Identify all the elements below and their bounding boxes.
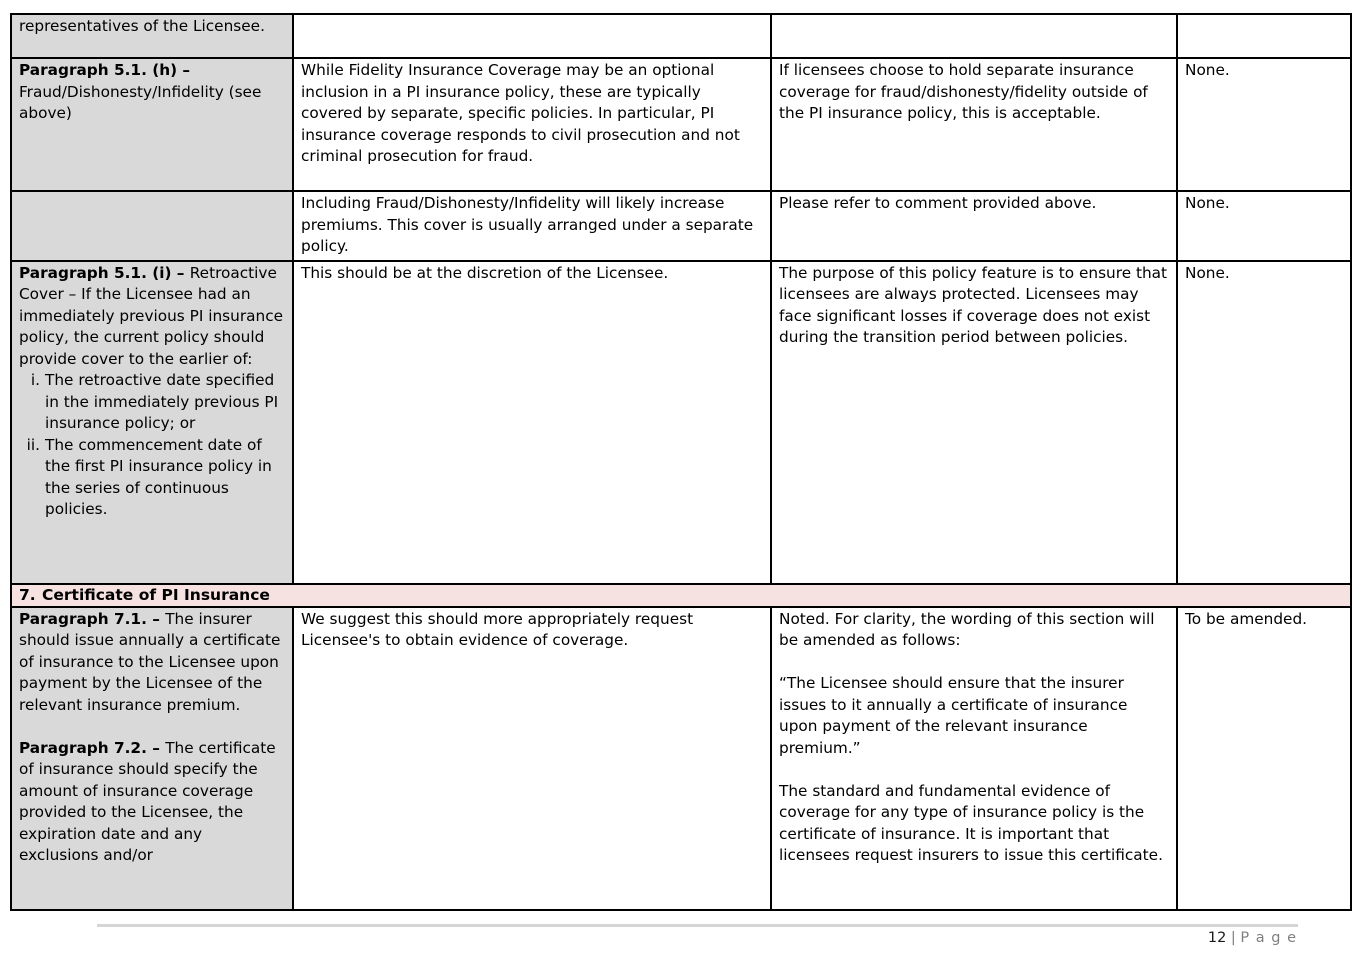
paragraph: representatives of the Licensee. (19, 17, 265, 35)
table-cell-col1 (11, 261, 293, 584)
table-cell-col1 (11, 191, 293, 261)
section-header-row (11, 584, 1351, 607)
list-item (19, 435, 285, 521)
footer-page-label: P a g e (1240, 930, 1297, 946)
paragraph: None. (1185, 61, 1230, 79)
section-number: 7. (19, 585, 36, 604)
table-cell-col3 (771, 14, 1177, 58)
paragraph: If licensees choose to hold separate insurance coverage for fraud/dishonesty/fidelity outside of the PI insurance policy, this is acceptable. (779, 61, 1148, 122)
blank-line (19, 716, 285, 738)
paragraph: Paragraph 5.1. (h) – Fraud/Dishonesty/Infidelity (see above) (19, 61, 262, 122)
paragraph: To be amended. (1185, 609, 1308, 628)
paragraph: Including Fraud/Dishonesty/Infidelity will likely increase premiums. This cover is usually arranged under a separate policy. (301, 194, 754, 255)
table-cell-col2 (293, 261, 771, 584)
section-title: Certificate of PI Insurance (42, 585, 270, 604)
list-item-text: The commencement date of the first PI insurance policy in the series of continuous policies. (45, 435, 272, 518)
table-cell-col3 (771, 261, 1177, 584)
table-row (11, 191, 1351, 261)
table-cell-col2 (293, 58, 771, 191)
table-cell-col1 (11, 58, 293, 191)
blank-line (779, 759, 1169, 781)
table-cell-col4 (1177, 607, 1351, 910)
paragraph: The purpose of this policy feature is to ensure that licensees are always protected. Licensees may face significant losses if coverage does not exist during the transition period between policies. (779, 263, 1168, 346)
paragraph: We suggest this should more appropriately request Licensee's to obtain evidence of coverage. (301, 609, 694, 649)
paragraph: “The Licensee should ensure that the insurer issues to it annually a certificate of insurance upon payment of the relevant insurance premium.” (779, 674, 1128, 757)
table-row (11, 261, 1351, 584)
paragraph: Paragraph 7.2. – The certificate of insurance should specify the amount of insurance coverage provided to the Licensee, the expiration date and any exclusions and/or (19, 738, 276, 864)
page-footer (1208, 929, 1297, 947)
table-cell-col2 (293, 191, 771, 261)
table-cell-col4 (1177, 58, 1351, 191)
footer-divider (97, 924, 1298, 927)
list-item (19, 370, 285, 435)
paragraph: The standard and fundamental evidence of coverage for any type of insurance policy is the certificate of insurance. It is important that licensees request insurers to issue this certificate. (779, 781, 1163, 864)
blank-line (779, 652, 1169, 674)
consultation-comments-table (10, 13, 1352, 911)
table-cell-col2 (293, 14, 771, 58)
list-marker: ii. (26, 435, 40, 454)
table-cell-col1 (11, 14, 293, 58)
paragraph: None. (1185, 263, 1230, 282)
table-cell-col4 (1177, 14, 1351, 58)
list-marker: i. (30, 371, 40, 389)
table-cell-col4 (1177, 191, 1351, 261)
footer-separator: | (1226, 930, 1241, 946)
paragraph: Paragraph 5.1. (i) – Retroactive Cover – If the Licensee had an immediately previous PI insurance policy, the current policy should provide cover to the earlier of: (19, 263, 284, 368)
table-cell-col3 (771, 607, 1177, 910)
table-cell-col4 (1177, 261, 1351, 584)
table-row (11, 14, 1351, 58)
table-cell-col2 (293, 607, 771, 910)
table-cell-col1 (11, 607, 293, 910)
paragraph: None. (1185, 194, 1230, 212)
section-header-cell (11, 584, 1351, 607)
comments-table-body (11, 14, 1351, 910)
paragraph: Noted. For clarity, the wording of this section will be amended as follows: (779, 609, 1155, 649)
table-row (11, 58, 1351, 191)
paragraph: This should be at the discretion of the Licensee. (301, 263, 669, 282)
paragraph: Paragraph 7.1. – The insurer should issue annually a certificate of insurance to the Licensee upon payment by the Licensee of the relevant insurance premium. (19, 609, 281, 714)
list-item-text: The retroactive date specified in the immediately previous PI insurance policy; or (45, 371, 279, 432)
page-number: 12 (1207, 930, 1227, 946)
table-row (11, 607, 1351, 910)
table-cell-col3 (771, 191, 1177, 261)
paragraph: While Fidelity Insurance Coverage may be an optional inclusion in a PI insurance policy, these are typically covered by separate, specific policies. In particular, PI insurance coverage responds to civil prosecution and not criminal prosecution for fraud. (301, 61, 740, 165)
paragraph: Please refer to comment provided above. (779, 194, 1097, 212)
table-cell-col3 (771, 58, 1177, 191)
